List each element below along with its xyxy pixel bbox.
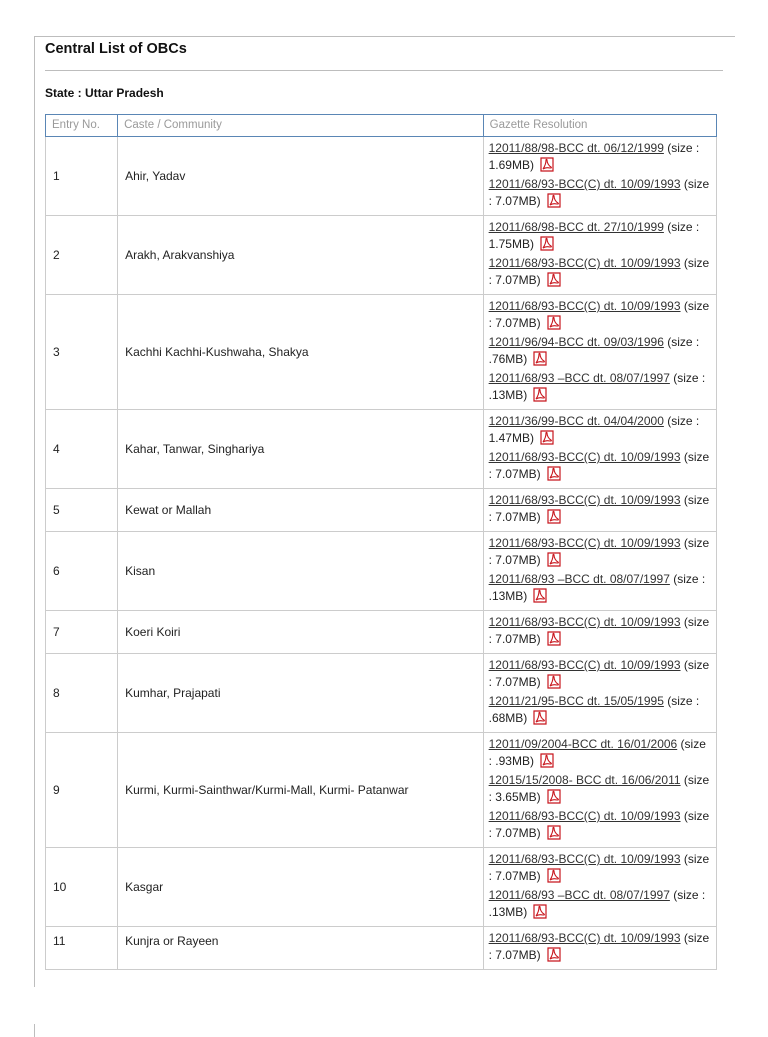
- table-row: [46, 489, 717, 532]
- header-entry-no: Entry No.: [46, 115, 118, 137]
- pdf-icon[interactable]: [533, 588, 547, 608]
- caste-community-cell: Kisan: [118, 532, 484, 611]
- resolution-entry: [489, 571, 711, 607]
- gazette-resolution-cell: [483, 733, 716, 848]
- pdf-icon[interactable]: [547, 868, 561, 888]
- gazette-resolution-cell: [483, 611, 716, 654]
- table-row: [46, 410, 717, 489]
- file-size-label: (size : 7.07MB): [488, 809, 710, 840]
- pdf-icon[interactable]: [533, 387, 547, 407]
- caste-community-cell: Kurmi, Kurmi-Sainthwar/Kurmi-Mall, Kurmi- Patanwar: [118, 733, 484, 848]
- table-row: [46, 611, 717, 654]
- caste-community-cell: Kahar, Tanwar, Singhariya: [118, 410, 484, 489]
- pdf-icon[interactable]: [547, 789, 561, 809]
- entry-no-cell: 7: [46, 611, 118, 654]
- resolution-entry: [489, 657, 711, 693]
- gazette-resolution-link[interactable]: 12015/15/2008- BCC dt. 16/06/2011: [488, 773, 681, 787]
- pdf-icon[interactable]: [547, 674, 561, 694]
- resolution-entry: [489, 413, 711, 449]
- gazette-resolution-link[interactable]: 12011/68/93 –BCC dt. 08/07/1997: [488, 572, 670, 586]
- file-size-label: (size : 1.75MB): [488, 220, 700, 251]
- gazette-resolution-link[interactable]: 12011/68/93-BCC(C) dt. 10/09/1993: [488, 493, 681, 507]
- resolution-entry: [489, 219, 711, 255]
- gazette-resolution-link[interactable]: 12011/21/95-BCC dt. 15/05/1995: [488, 694, 664, 708]
- gazette-resolution-cell: [483, 927, 716, 970]
- pdf-icon[interactable]: [540, 157, 554, 177]
- entry-no-cell: 9: [46, 733, 118, 848]
- file-size-label: (size : 7.07MB): [488, 931, 710, 962]
- resolution-entry: [489, 930, 711, 966]
- caste-community-cell: Arakh, Arakvanshiya: [118, 216, 484, 295]
- file-size-label: (size : 7.07MB): [488, 450, 710, 481]
- pdf-icon[interactable]: [547, 193, 561, 213]
- file-size-label: (size : 7.07MB): [488, 536, 710, 567]
- pdf-icon[interactable]: [547, 825, 561, 845]
- table-row: [46, 137, 717, 216]
- caste-community-cell: Kewat or Mallah: [118, 489, 484, 532]
- resolution-entry: [489, 808, 711, 844]
- caste-community-cell: Kachhi Kachhi-Kushwaha, Shakya: [118, 295, 484, 410]
- table-row: [46, 927, 717, 970]
- gazette-resolution-link[interactable]: 12011/68/93-BCC(C) dt. 10/09/1993: [488, 658, 681, 672]
- gazette-resolution-cell: [483, 410, 716, 489]
- pdf-icon[interactable]: [547, 947, 561, 967]
- file-size-label: (size : .13MB): [488, 572, 706, 603]
- file-size-label: (size : 7.07MB): [488, 299, 710, 330]
- file-size-label: (size : 1.47MB): [488, 414, 700, 445]
- gazette-resolution-link[interactable]: 12011/88/98-BCC dt. 06/12/1999: [488, 141, 664, 155]
- header-gazette-resolution: Gazette Resolution: [483, 115, 716, 137]
- entry-no-cell: 1: [46, 137, 118, 216]
- entry-no-cell: 6: [46, 532, 118, 611]
- pdf-icon[interactable]: [540, 236, 554, 256]
- gazette-resolution-link[interactable]: 12011/68/93 –BCC dt. 08/07/1997: [488, 888, 670, 902]
- pdf-icon[interactable]: [533, 904, 547, 924]
- pdf-icon[interactable]: [547, 631, 561, 651]
- table-row: [46, 295, 717, 410]
- file-size-label: (size : 1.69MB): [488, 141, 700, 172]
- resolution-entry: [489, 614, 711, 650]
- entry-no-cell: 10: [46, 848, 118, 927]
- pdf-icon[interactable]: [547, 315, 561, 335]
- gazette-resolution-link[interactable]: 12011/68/93-BCC(C) dt. 10/09/1993: [488, 177, 681, 191]
- resolution-entry: [489, 449, 711, 485]
- resolution-entry: [489, 255, 711, 291]
- table-body: [46, 137, 717, 970]
- file-size-label: (size : 7.07MB): [488, 852, 710, 883]
- pdf-icon[interactable]: [533, 351, 547, 371]
- resolution-entry: [489, 736, 711, 772]
- gazette-resolution-link[interactable]: 12011/68/93-BCC(C) dt. 10/09/1993: [488, 299, 681, 313]
- pdf-icon[interactable]: [547, 552, 561, 572]
- gazette-resolution-cell: [483, 216, 716, 295]
- gazette-resolution-link[interactable]: 12011/36/99-BCC dt. 04/04/2000: [488, 414, 664, 428]
- gazette-resolution-link[interactable]: 12011/68/93-BCC(C) dt. 10/09/1993: [488, 615, 681, 629]
- gazette-resolution-link[interactable]: 12011/96/94-BCC dt. 09/03/1996: [488, 335, 664, 349]
- file-size-label: (size : .13MB): [488, 888, 706, 919]
- gazette-resolution-link[interactable]: 12011/68/93-BCC(C) dt. 10/09/1993: [488, 809, 681, 823]
- page-title: Central List of OBCs: [45, 41, 187, 57]
- resolution-entry: [489, 535, 711, 571]
- resolution-entry: [489, 140, 711, 176]
- gazette-resolution-link[interactable]: 12011/68/93-BCC(C) dt. 10/09/1993: [488, 536, 681, 550]
- pdf-icon[interactable]: [540, 430, 554, 450]
- pdf-icon[interactable]: [547, 466, 561, 486]
- gazette-resolution-cell: [483, 532, 716, 611]
- file-size-label: (size : 7.07MB): [488, 177, 710, 208]
- resolution-entry: [489, 492, 711, 528]
- file-size-label: (size : 7.07MB): [488, 658, 710, 689]
- gazette-resolution-link[interactable]: 12011/68/93-BCC(C) dt. 10/09/1993: [488, 852, 681, 866]
- caste-community-cell: Kumhar, Prajapati: [118, 654, 484, 733]
- gazette-resolution-link[interactable]: 12011/09/2004-BCC dt. 16/01/2006: [488, 737, 678, 751]
- file-size-label: (size : 7.07MB): [488, 256, 710, 287]
- viewport-bottom: [0, 987, 768, 1024]
- resolution-entry: [489, 693, 711, 729]
- pdf-icon[interactable]: [533, 710, 547, 730]
- entry-no-cell: 11: [46, 927, 118, 970]
- file-size-label: (size : .93MB): [488, 737, 706, 768]
- gazette-resolution-cell: [483, 295, 716, 410]
- gazette-resolution-cell: [483, 848, 716, 927]
- entry-no-cell: 2: [46, 216, 118, 295]
- caste-community-cell: Ahir, Yadav: [118, 137, 484, 216]
- table-row: [46, 654, 717, 733]
- entry-no-cell: 4: [46, 410, 118, 489]
- file-size-label: (size : .68MB): [488, 694, 700, 725]
- table-row: [46, 733, 717, 848]
- state-label: State : Uttar Pradesh: [45, 86, 164, 100]
- resolution-entry: [489, 176, 711, 212]
- gazette-resolution-link[interactable]: 12011/68/98-BCC dt. 27/10/1999: [488, 220, 664, 234]
- file-size-label: (size : .13MB): [488, 371, 706, 402]
- header-caste-community: Caste / Community: [118, 115, 484, 137]
- gazette-resolution-link[interactable]: 12011/68/93 –BCC dt. 08/07/1997: [488, 371, 670, 385]
- resolution-entry: [489, 772, 711, 808]
- entry-no-cell: 8: [46, 654, 118, 733]
- file-size-label: (size : 3.65MB): [488, 773, 710, 804]
- gazette-resolution-cell: [483, 489, 716, 532]
- title-divider: [45, 70, 723, 71]
- gazette-resolution-link[interactable]: 12011/68/93-BCC(C) dt. 10/09/1993: [488, 931, 681, 945]
- file-size-label: (size : 7.07MB): [488, 493, 710, 524]
- gazette-resolution-link[interactable]: 12011/68/93-BCC(C) dt. 10/09/1993: [488, 256, 681, 270]
- resolution-entry: [489, 851, 711, 887]
- obc-table: [45, 114, 717, 970]
- file-size-label: (size : 7.07MB): [488, 615, 710, 646]
- resolution-entry: [489, 370, 711, 406]
- caste-community-cell: Koeri Koiri: [118, 611, 484, 654]
- pdf-icon[interactable]: [547, 272, 561, 292]
- pdf-icon[interactable]: [540, 753, 554, 773]
- gazette-resolution-cell: [483, 654, 716, 733]
- gazette-resolution-link[interactable]: 12011/68/93-BCC(C) dt. 10/09/1993: [488, 450, 681, 464]
- pdf-icon[interactable]: [547, 509, 561, 529]
- entry-no-cell: 3: [46, 295, 118, 410]
- resolution-entry: [489, 887, 711, 923]
- header-row: [46, 115, 717, 137]
- caste-community-cell: Kunjra or Rayeen: [118, 927, 484, 970]
- entry-no-cell: 5: [46, 489, 118, 532]
- table-row: [46, 216, 717, 295]
- table-row: [46, 532, 717, 611]
- table-header: [46, 115, 717, 137]
- resolution-entry: [489, 334, 711, 370]
- resolution-entry: [489, 298, 711, 334]
- gazette-resolution-cell: [483, 137, 716, 216]
- caste-community-cell: Kasgar: [118, 848, 484, 927]
- table-row: [46, 848, 717, 927]
- file-size-label: (size : .76MB): [488, 335, 700, 366]
